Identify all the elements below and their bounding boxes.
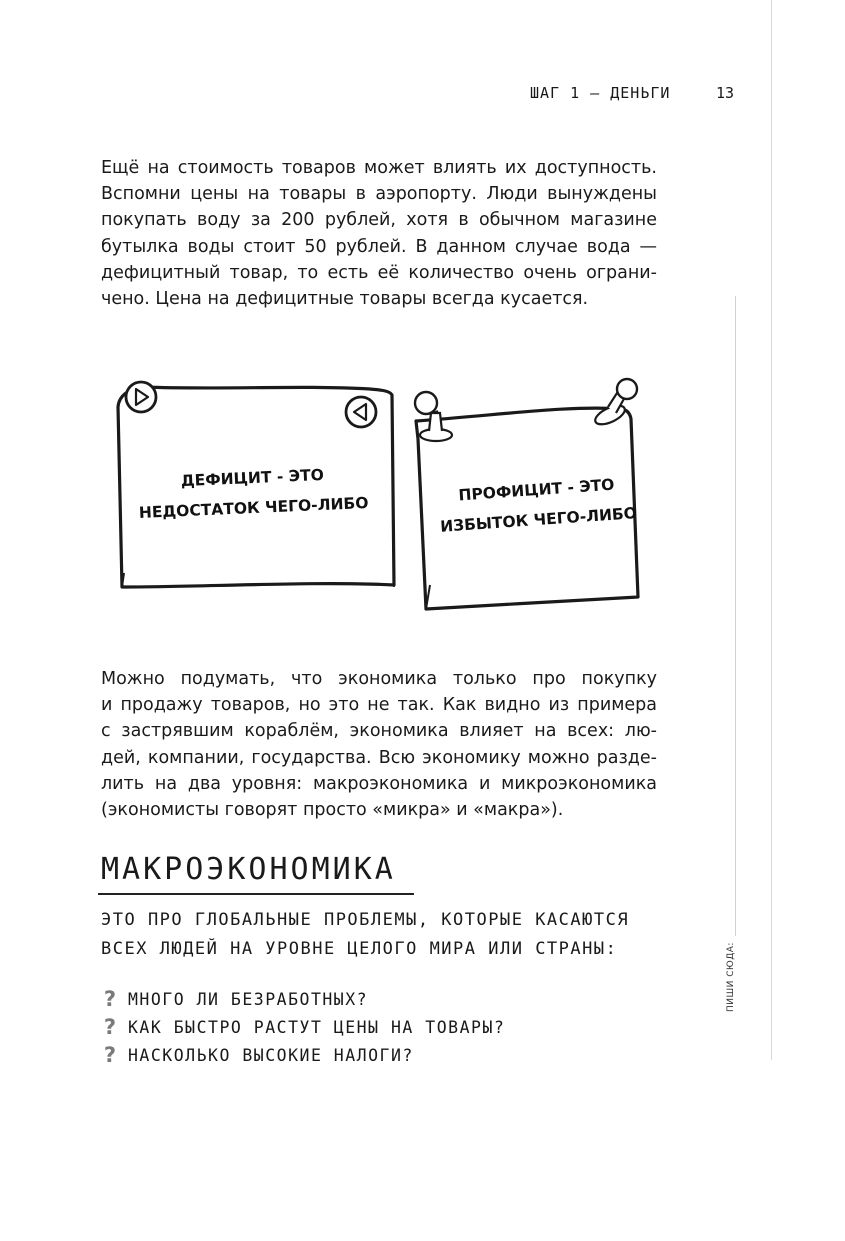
text-line: бутылка воды стоит 50 рублей. В данном случае вода — — [101, 236, 657, 257]
surplus-line-1: ПРОФИЦИТ - ЭТО — [457, 475, 615, 505]
section-heading: МАКРОЭКОНОМИКА — [101, 852, 396, 887]
question-mark-icon: ? — [103, 1015, 117, 1039]
question-mark-icon: ? — [103, 1043, 117, 1067]
notes-margin-line — [735, 296, 736, 936]
list-item — [100, 1013, 505, 1041]
paragraph-scarcity — [101, 155, 657, 312]
text-line: дефицитный товар, то есть её количество очень ограни- — [101, 262, 657, 283]
page-number: 13 — [716, 84, 735, 102]
question-text: КАК БЫСТРО РАСТУТ ЦЕНЫ НА ТОВАРЫ? — [128, 1017, 506, 1037]
sticky-notes-illustration — [100, 355, 660, 617]
list-item — [100, 985, 505, 1013]
list-item — [100, 1041, 505, 1069]
lead-line: ВСЕХ ЛЮДЕЙ НА УРОВНЕ ЦЕЛОГО МИРА ИЛИ СТРАНЫ: — [101, 939, 618, 959]
write-here-label: ПИШИ СЮДА: — [726, 942, 736, 1012]
running-head: ШАГ 1 — ДЕНЬГИ — [530, 84, 671, 102]
question-mark-icon: ? — [103, 987, 117, 1011]
text-line: покупать воду за 200 рублей, хотя в обычном магазине — [101, 210, 657, 231]
text-line: Ещё на стоимость товаров может влиять их доступность. — [101, 158, 657, 178]
text-line: (экономисты говорят просто «микра» и «макра»). — [101, 800, 564, 821]
surplus-line-2: ИЗБЫТОК ЧЕГО-ЛИБО — [439, 504, 638, 536]
text-line: Можно подумать, что экономика только про покупку — [101, 669, 657, 689]
text-line: с застрявшим кораблём, экономика влияет на всех: лю- — [101, 721, 657, 742]
deficit-line-2: НЕДОСТАТОК ЧЕГО-ЛИБО — [138, 493, 369, 522]
text-line: Вспомни цены на товары в аэропорту. Люди вынуждены — [101, 184, 657, 205]
heading-underline — [98, 893, 414, 895]
deficit-line-1: ДЕФИЦИТ - ЭТО — [180, 465, 325, 491]
text-line: лить на два уровня: макроэкономика и микроэкономика — [101, 773, 657, 794]
text-line: и продажу товаров, но это не так. Как видно из примера — [101, 695, 657, 716]
question-text: МНОГО ЛИ БЕЗРАБОТНЫХ? — [128, 989, 369, 1009]
section-lead — [101, 906, 661, 964]
deficit-definition — [127, 458, 379, 529]
play-right-icon — [126, 382, 156, 412]
text-line: чено. Цена на дефицитные товары всегда кусается. — [101, 289, 589, 310]
margin-edge-line — [771, 0, 772, 1060]
questions-list — [100, 985, 505, 1069]
lead-line: ЭТО ПРО ГЛОБАЛЬНЫЕ ПРОБЛЕМЫ, КОТОРЫЕ КАСАЮТСЯ — [101, 910, 630, 930]
text-line: дей, компании, государства. Всю экономику можно разде- — [101, 747, 657, 768]
play-left-icon — [346, 397, 376, 427]
paragraph-economy-levels — [101, 666, 657, 823]
question-text: НАСКОЛЬКО ВЫСОКИЕ НАЛОГИ? — [128, 1045, 414, 1065]
pushpin-left-icon — [415, 392, 452, 441]
